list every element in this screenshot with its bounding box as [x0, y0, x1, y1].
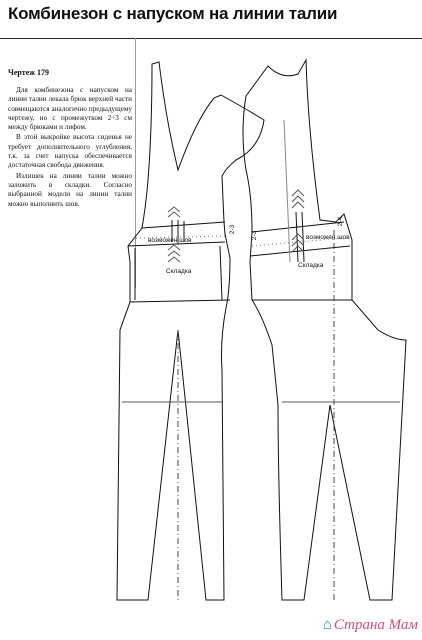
paragraph: В этой выкройке высота сиденья не требует дополнительного углубления, т.к. за счет напуска обеспечивается достаточная свобода движения.: [8, 133, 132, 170]
paragraph: Излишек на линии талии можно заложить в складки. Согласно выбранной модели на линии талии можно выполнить шов.: [8, 171, 132, 208]
back-center-guide: [284, 120, 290, 262]
back-piece-outline: [243, 60, 406, 600]
front-fold-label: Складка: [166, 268, 192, 275]
back-gap-left-label: 2-3: [251, 230, 259, 241]
back-seam-label: возможен шов: [306, 234, 350, 241]
drawing-caption: Чертеж 179: [8, 68, 50, 77]
back-fold-label: Складка: [298, 262, 324, 269]
watermark-text: Страна Мам: [333, 617, 418, 633]
back-dart: [296, 212, 304, 262]
paragraph: Для комбинезона с напуском на линии талии лекала брюк верхней части совмещаются аналогично предыдущему чертежу, но с промежутком 2÷3 см между брюками и лифом.: [8, 86, 132, 132]
watermark: [323, 617, 418, 634]
front-piece-outline: [117, 62, 264, 600]
front-seat-line: [130, 300, 230, 302]
back-gap-right-label: 2-4: [337, 216, 345, 227]
back-waist-line-upper: [252, 222, 344, 232]
front-gap-label: 2-3: [229, 224, 237, 235]
house-icon: ⌂: [322, 617, 332, 633]
front-seam-label: возможен шов: [148, 237, 192, 244]
page-title: Комбинезон с напуском на линии талии: [8, 4, 338, 23]
